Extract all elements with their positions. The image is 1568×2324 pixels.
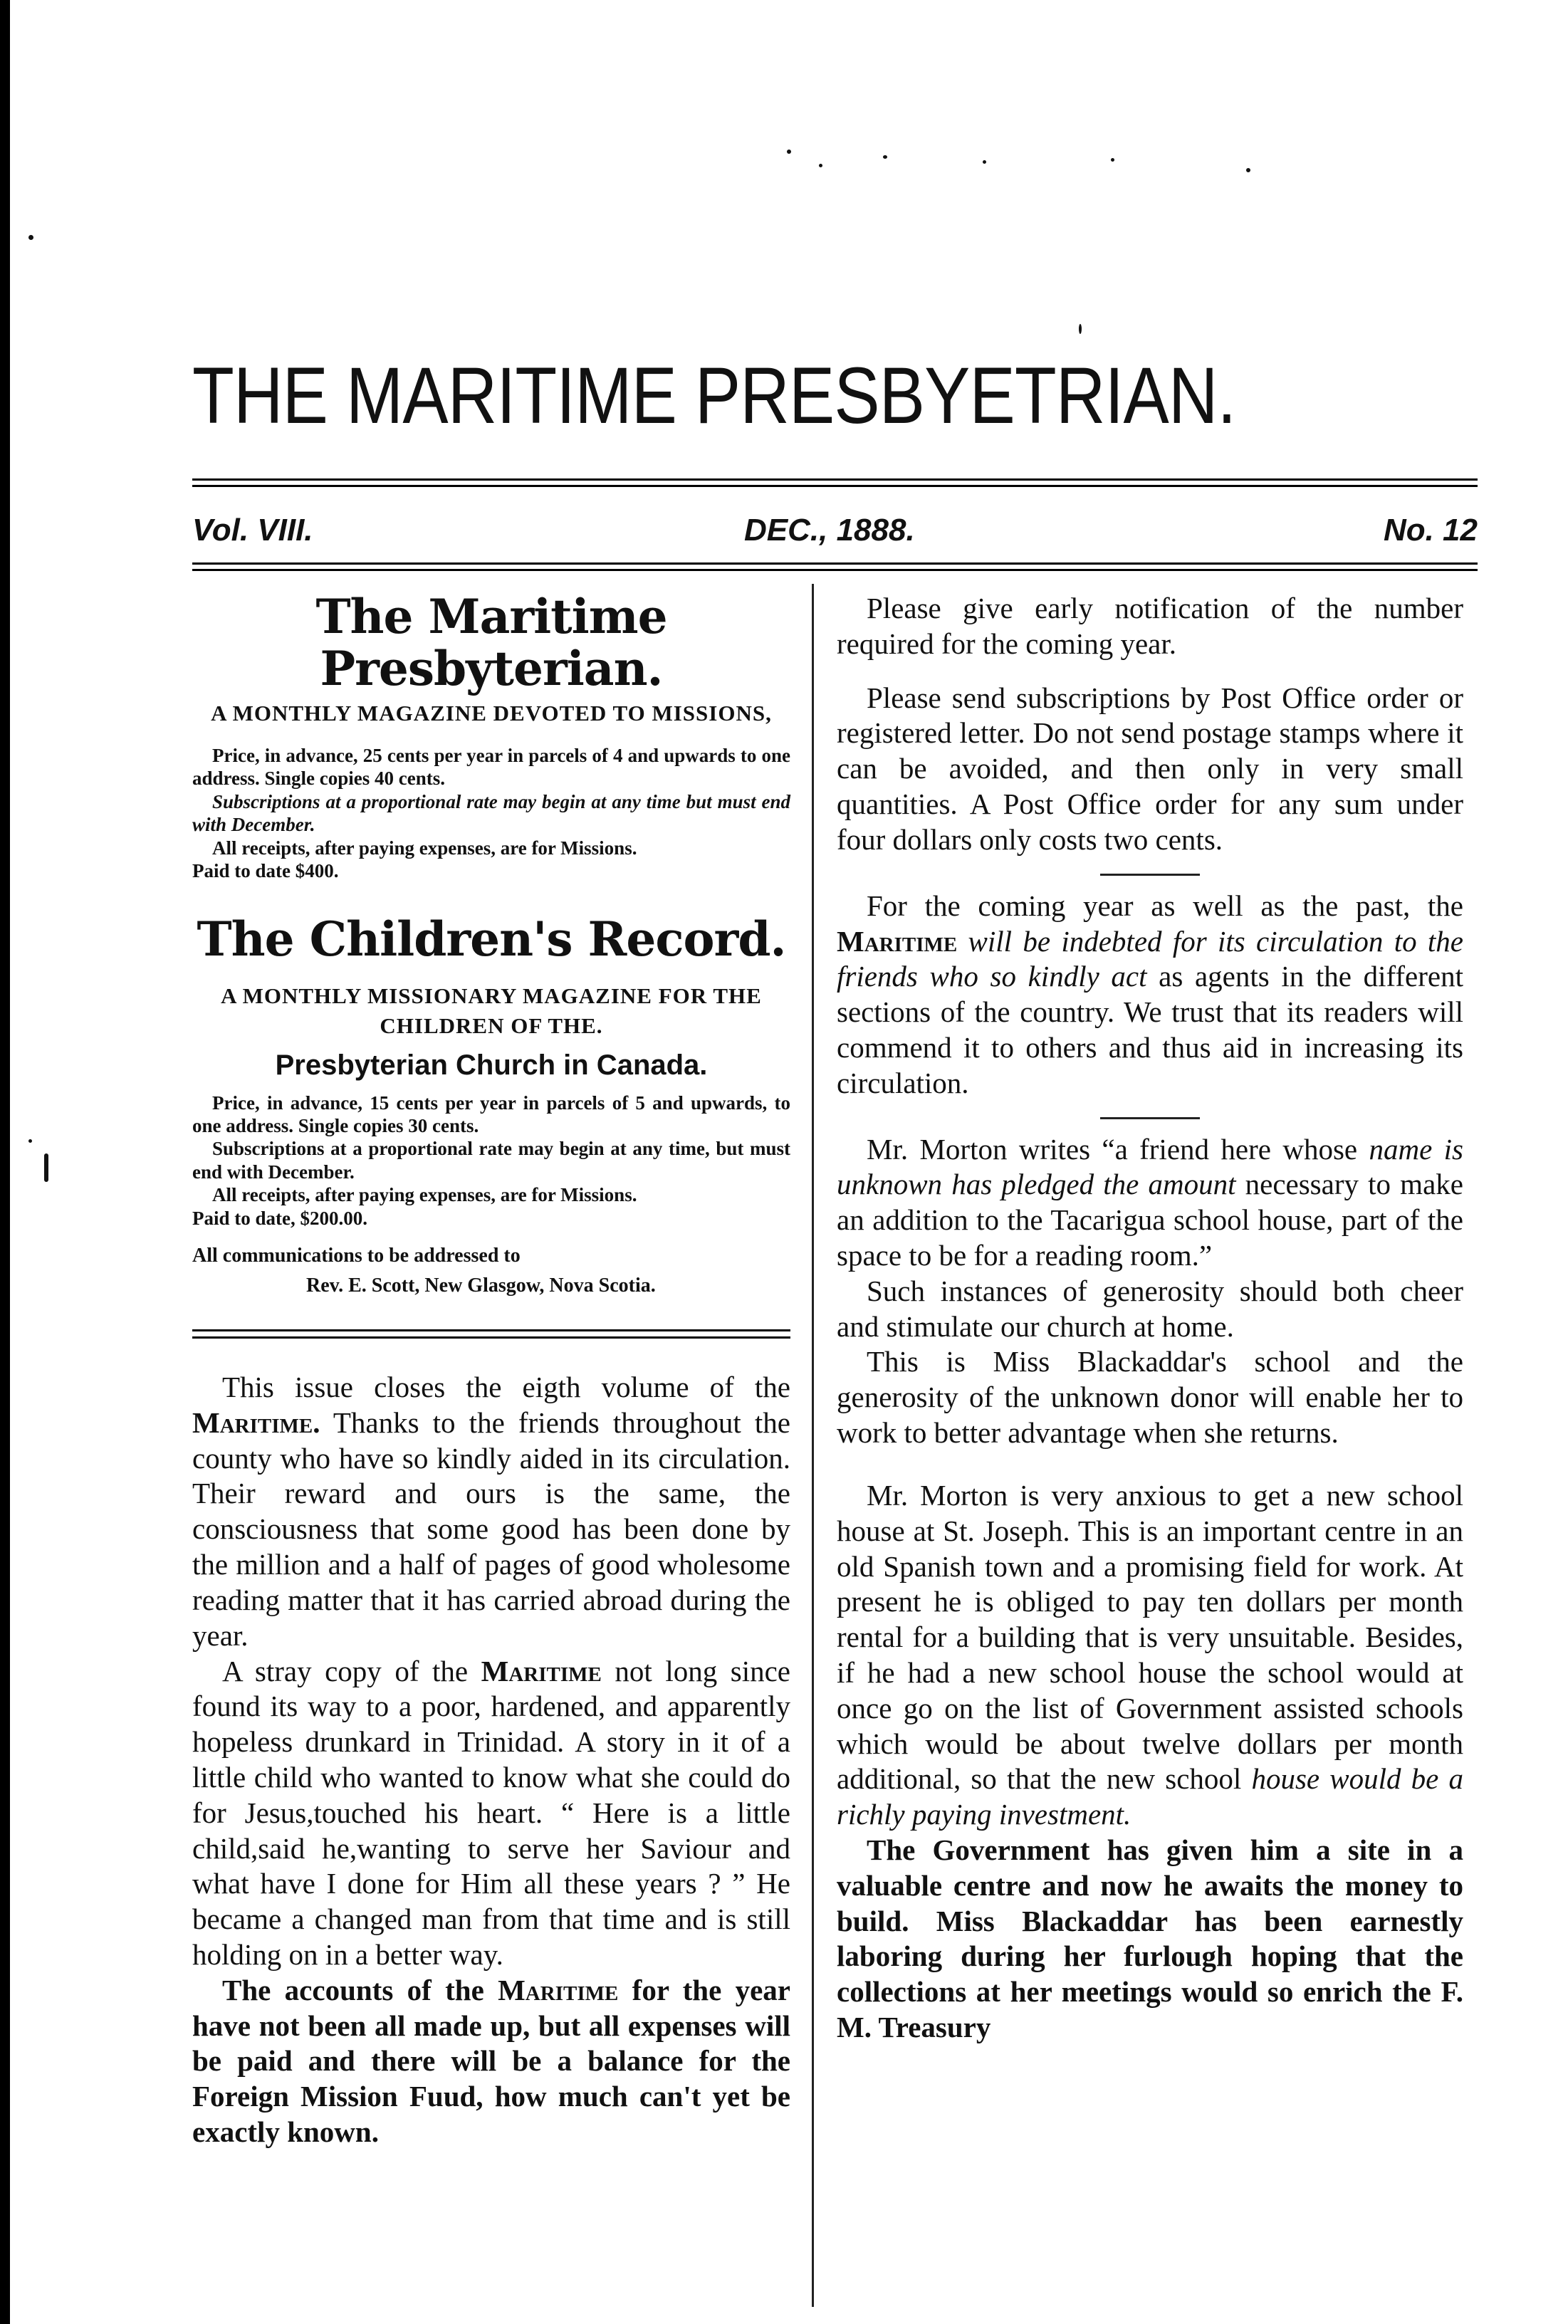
page-edge-rule	[0, 0, 10, 2324]
masthead-title: THE MARITIME PRESBYETRIAN.	[192, 351, 1236, 440]
volume-label: Vol. VIII.	[192, 513, 313, 548]
masthead-rule-top	[192, 478, 1478, 487]
date-label: DEC., 1888.	[744, 513, 915, 548]
print-speck	[983, 160, 986, 164]
childrens-record-terms	[192, 1092, 790, 1230]
print-speck	[28, 235, 33, 240]
right-paragraph-subscriptions: Please send subscriptions by Post Office order or registered letter. Do not send postage stamps where it can be avoided, and then only in very small quantities. A Post Office order for any sum under four dollars only costs two cents.	[837, 681, 1463, 856]
presbyterian-subtitle: A MONTHLY MAGAZINE DEVOTED TO MISSIONS,	[211, 701, 772, 726]
right-paragraph-morton-letter: Mr. Morton writes “a friend here whose name is unknown has pledged the amount necessary to make an addition to the Tacarigua school house, part of the space to be for a reading room.”	[837, 1132, 1463, 1272]
short-rule	[1100, 1117, 1200, 1119]
print-speck	[1111, 158, 1114, 162]
presbyterian-subscriptions: Subscriptions at a proportional rate may begin at any time but must end with December.	[192, 790, 790, 836]
presbyterian-title: The Maritime Presbyterian.	[315, 589, 667, 696]
childrens-paid: Paid to date, $200.00.	[192, 1207, 367, 1229]
left-paragraph-2: A stray copy of the Maritime not long since found its way to a poor, hardened, and apparently hopeless drunkard in Trinidad. A story in it of a little child who wanted to know what she could do for Jesus,touched his heart. “ Here is a little child,said he,wanting to serve her Saviour and what have I done for Him all these years ? ” He became a changed man from that time and is still holding on in a better way.	[192, 1654, 790, 1971]
communications-block	[192, 1241, 790, 1301]
left-column	[192, 591, 790, 2150]
right-paragraph-generosity: Such instances of generosity should both cheer and stimulate our church at home.	[837, 1274, 1463, 1343]
presbyterian-paid: Paid to date $400.	[192, 859, 339, 881]
right-paragraph-circulation: For the coming year as well as the past, the Maritime will be indebted for its circulation to the friends who so kindly act as agents in the different sections of the country. We trust that its readers will commend it to others and thus aid in increasing its circulation.	[837, 889, 1463, 1099]
right-paragraph-notification: Please give early notification of the number required for the coming year.	[837, 592, 1463, 660]
right-column	[837, 591, 1463, 2046]
communications-label: All communications to be addressed to	[192, 1245, 521, 1267]
right-paragraph-st-joseph: Mr. Morton is very anxious to get a new school house at St. Joseph. This is an important centre in an old Spanish town and a promising field for work. At present he is obliged to pay ten dollars per month rental for a building that is very unsuitable. Besides, if he had a new school house the school would at once go on the list of Government assisted schools which would be about twelve dollars per month additional, so that the new school house would be a richly paying investment.	[837, 1478, 1463, 1831]
right-paragraph-government: The Government has given him a site in a valuable centre and now he awaits the money to build. Miss Blackaddar has been earnestly laboring during her furlough hoping that the collections at her meetings would so enrich the F. M. Treasury	[837, 1833, 1463, 2044]
childrens-receipts: All receipts, after paying expenses, are for Missions.	[212, 1184, 637, 1206]
childrens-subscriptions: Subscriptions at a proportional rate may begin at any time, but must end with December.	[192, 1138, 790, 1183]
print-speck	[1079, 324, 1082, 334]
paragraph-gap	[837, 662, 1463, 681]
childrens-record-title: The Children's Record.	[197, 911, 786, 968]
issue-line	[192, 513, 1478, 555]
print-speck	[44, 1153, 48, 1182]
print-speck	[883, 155, 887, 159]
short-rule	[1100, 874, 1200, 876]
right-paragraph-blackaddar: This is Miss Blackaddar's school and the generosity of the unknown donor will enable her to work to better advantage when she returns.	[837, 1345, 1463, 1450]
presbyterian-price: Price, in advance, 25 cents per year in parcels of 4 and upwards to one address. Single copies 40 cents.	[192, 745, 790, 790]
childrens-price: Price, in advance, 15 cents per year in parcels of 5 and upwards, to one address. Single copies 30 cents.	[192, 1092, 790, 1137]
left-paragraph-3: The accounts of the Maritime for the year have not been all made up, but all expenses will be paid and there will be a balance for the Foreign Mission Fuud, how much can't yet be exactly known.	[192, 1973, 790, 2149]
left-paragraph-1: This issue closes the eigth volume of the Maritime. Thanks to the friends throughout the county who have so kindly aided in its circulation. Their reward and ours is the same, the consciousness that some good has been done by the million and a half of pages of good wholesome reading matter that it has carried abroad during the year.	[192, 1371, 790, 1652]
editor-address: Rev. E. Scott, New Glasgow, Nova Scotia.	[306, 1274, 656, 1297]
childrens-record-subtitle: A MONTHLY MISSIONARY MAGAZINE FOR THE CHILDREN OF THE.	[221, 983, 762, 1038]
issue-number: No. 12	[1383, 513, 1478, 548]
print-speck	[28, 1139, 32, 1143]
presbyterian-receipts: All receipts, after paying expenses, are for Missions.	[212, 837, 637, 859]
masthead-rule-bottom	[192, 562, 1478, 571]
print-speck	[819, 164, 822, 167]
childrens-record-church: Presbyterian Church in Canada.	[275, 1049, 708, 1081]
print-speck	[787, 150, 791, 154]
left-article	[192, 1370, 790, 2150]
section-separator	[192, 1329, 790, 1339]
column-divider	[812, 584, 814, 2307]
presbyterian-terms	[192, 744, 790, 882]
print-speck	[1246, 168, 1250, 172]
